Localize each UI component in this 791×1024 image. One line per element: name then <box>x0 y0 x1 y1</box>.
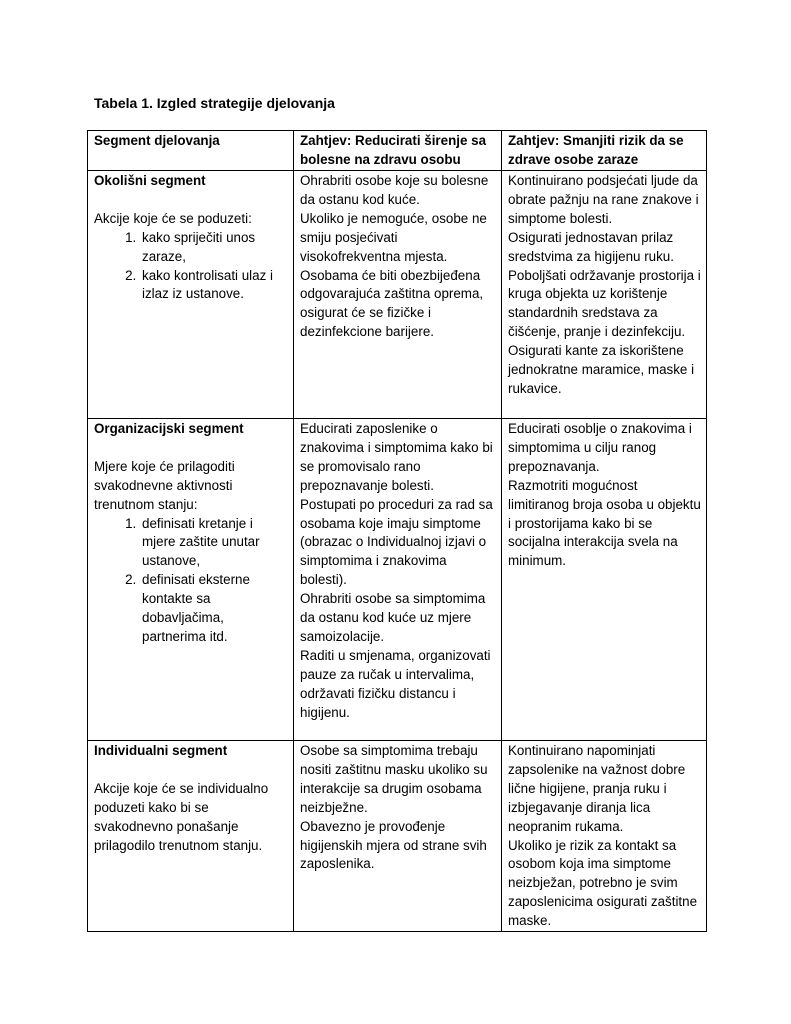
requirement-cell <box>502 741 707 932</box>
table-row <box>88 419 707 741</box>
requirement-text: Osigurati kante za iskorištene jednokratne maramice, maske i rukavice. <box>508 343 695 396</box>
requirement-text: Ohrabriti osobe koje su bolesne da ostanu kod kuće. <box>300 173 489 207</box>
segment-list <box>94 229 289 305</box>
requirement-cell <box>502 171 707 419</box>
requirement-text: Osobe sa simptomima trebaju nositi zaštitnu masku ukoliko su interakcije sa drugim osobama neizbježne. <box>300 743 488 815</box>
segment-intro: Akcije koje će se individualno poduzeti kako bi se svakodnevno ponašanje prilagodilo trenutnom stanju. <box>94 780 269 853</box>
segment-intro: Akcije koje će se poduzeti: <box>94 210 252 226</box>
segment-title: Individualni segment <box>94 743 228 758</box>
list-item: 1. definisati kretanje i mjere zaštite unutar ustanove, <box>140 515 289 572</box>
requirement-text: Obavezno je provođenje higijenskih mjera od strane svih zaposlenika. <box>300 818 487 872</box>
requirement-text: Ukoliko je rizik za kontakt sa osobom koja ima simptome neizbježan, potrebno je svim zaposlenicima osigurati zaštitne maske. <box>508 837 698 929</box>
requirement-text: Educirati zaposlenike o znakovima i simptomima kako bi se promovisalo rano prepoznavanje bolesti. <box>300 421 493 493</box>
requirement-text: Kontinuirano napominjati zapsolenike na važnost dobre lične higijene, pranja ruku i izbjegavanje diranja lica neopranim rukama. <box>508 743 686 834</box>
requirement-text: Osigurati jednostavan prilaz sredstvima za higijenu ruku. <box>508 229 674 264</box>
requirement-text: Poboljšati održavanje prostorija i kruga objekta uz korištenje standardnih sredstava za čišćenje, pranje i dezinfekciju. <box>508 267 701 340</box>
header-segment: Segment djelovanja <box>88 131 294 171</box>
requirement-text: Osobama će biti obezbijeđena odgovarajuća zaštitna oprema, osigurat će se fizičke i dezinfekcione barijere. <box>300 267 484 340</box>
requirement-cell <box>502 419 707 741</box>
segment-cell <box>88 741 294 932</box>
list-item: 2. definisati eksterne kontakte sa dobavljačima, partnerima itd. <box>140 571 289 647</box>
requirement-cell <box>294 419 502 741</box>
segment-cell <box>88 171 294 419</box>
segment-list <box>94 515 289 647</box>
requirement-cell <box>294 741 502 932</box>
table-header-row <box>88 131 707 171</box>
list-item: 1. kako spriječiti unos zaraze, <box>140 229 289 267</box>
segment-title: Organizacijski segment <box>94 421 244 436</box>
header-requirement-reduce-risk: Zahtjev: Smanjiti rizik da se zdrave osobe zaraze <box>502 131 707 171</box>
table-row <box>88 741 707 932</box>
segment-title: Okolišni segment <box>94 173 206 188</box>
table-row <box>88 171 707 419</box>
requirement-text: Ukoliko je nemoguće, osobe ne smiju posjećivati visokofrekventna mjesta. <box>300 210 487 264</box>
strategy-table <box>87 130 707 932</box>
requirement-text: Raditi u smjenama, organizovati pauze za ručak u intervalima, održavati fizičku distancu i higijenu. <box>300 647 491 720</box>
requirement-text: Razmotriti mogućnost limitiranog broja osoba u objektu i prostorijama kako bi se socijalna interakcija svela na minimum. <box>508 477 701 569</box>
table-caption: Tabela 1. Izgled strategije djelovanja <box>94 95 335 111</box>
segment-cell <box>88 419 294 741</box>
requirement-text: Educirati osoblje o znakovima i simptomima u cilju ranog prepoznavanja. <box>508 421 692 474</box>
header-requirement-reduce-spread: Zahtjev: Reducirati širenje sa bolesne na zdravu osobu <box>294 131 502 171</box>
requirement-text: Postupati po proceduri za rad sa osobama koje imaju simptome (obrazac o Individualnoj izjavi o simptomima i znakovima bolesti). <box>300 496 493 588</box>
list-item: 2. kako kontrolisati ulaz i izlaz iz ustanove. <box>140 267 289 305</box>
requirement-text: Kontinuirano podsjećati ljude da obrate pažnju na rane znakove i simptome bolesti. <box>508 173 699 226</box>
segment-intro: Mjere koje će prilagoditi svakodnevne aktivnosti trenutnom stanju: <box>94 458 235 512</box>
requirement-cell <box>294 171 502 419</box>
requirement-text: Ohrabriti osobe sa simptomima da ostanu kod kuće uz mjere samoizolacije. <box>300 591 486 644</box>
